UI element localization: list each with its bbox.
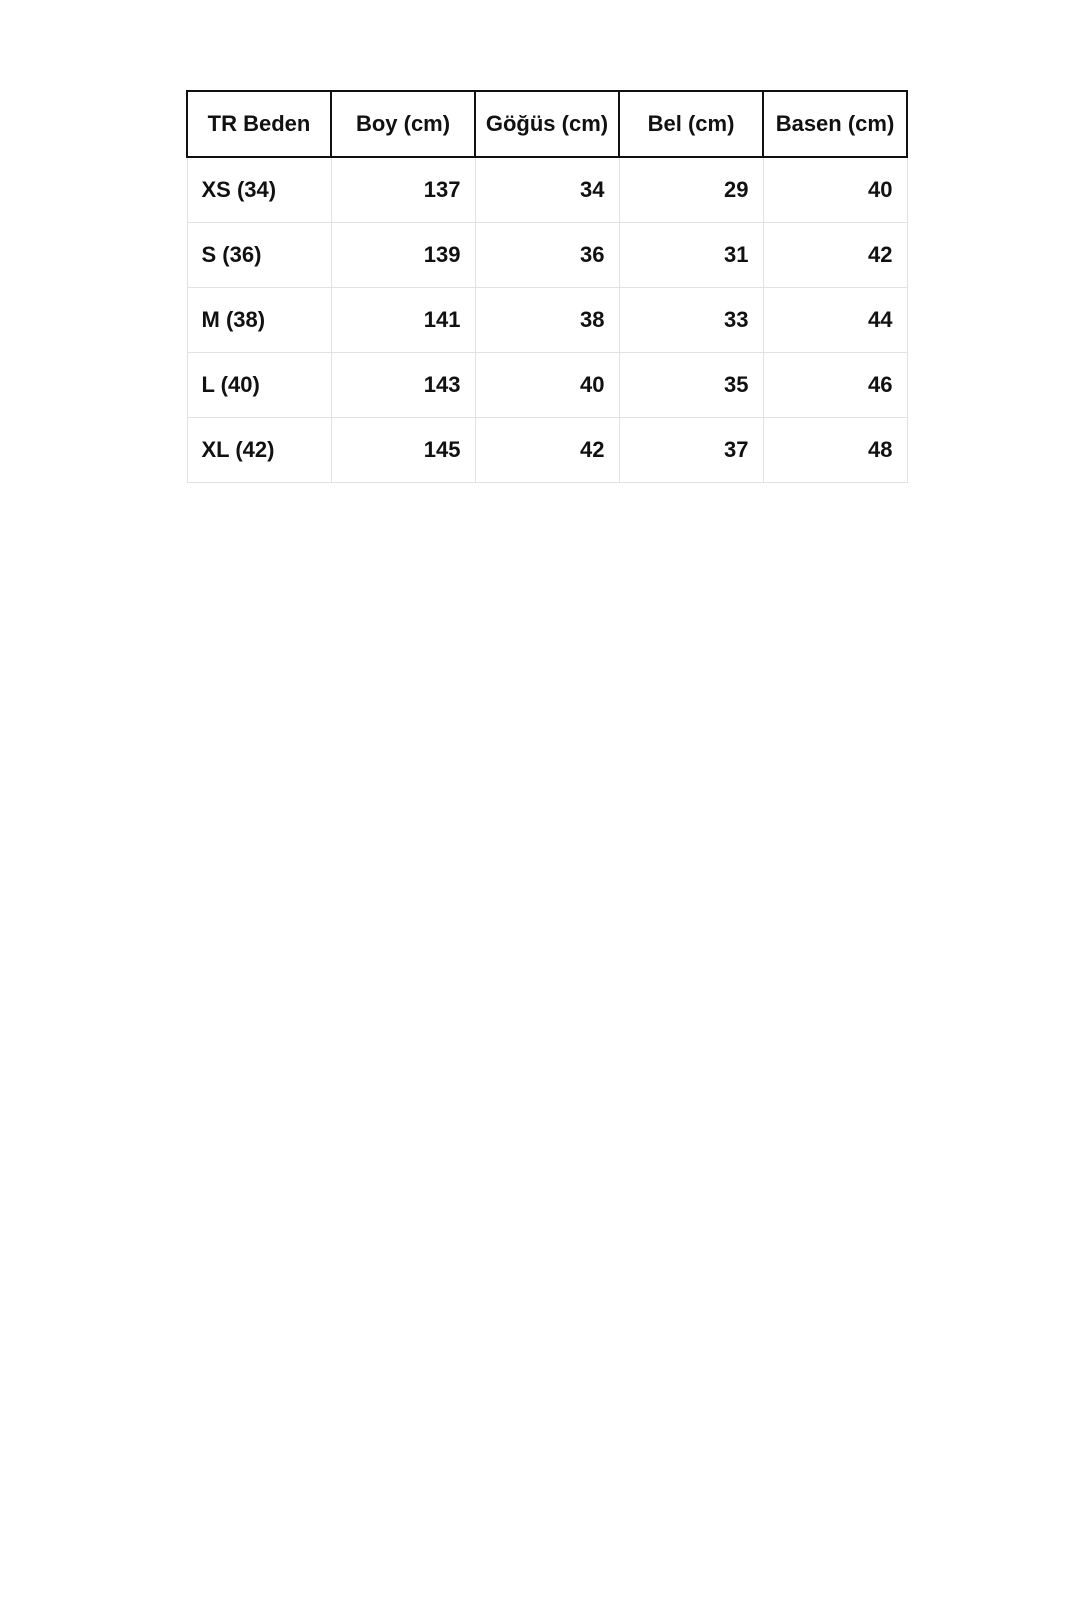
table-row bbox=[187, 223, 907, 288]
table-row bbox=[187, 157, 907, 223]
header-gogus: Göğüs (cm) bbox=[475, 91, 619, 157]
table-row bbox=[187, 353, 907, 418]
gogus-cell: 34 bbox=[475, 157, 619, 223]
table-row bbox=[187, 418, 907, 483]
size-chart-header bbox=[187, 91, 907, 157]
gogus-cell: 42 bbox=[475, 418, 619, 483]
bel-cell: 35 bbox=[619, 353, 763, 418]
size-cell: M (38) bbox=[187, 288, 331, 353]
header-bel: Bel (cm) bbox=[619, 91, 763, 157]
bel-cell: 37 bbox=[619, 418, 763, 483]
size-cell: L (40) bbox=[187, 353, 331, 418]
gogus-cell: 40 bbox=[475, 353, 619, 418]
size-cell: S (36) bbox=[187, 223, 331, 288]
size-cell: XL (42) bbox=[187, 418, 331, 483]
gogus-cell: 38 bbox=[475, 288, 619, 353]
bel-cell: 31 bbox=[619, 223, 763, 288]
boy-cell: 141 bbox=[331, 288, 475, 353]
size-chart-body bbox=[187, 157, 907, 483]
basen-cell: 42 bbox=[763, 223, 907, 288]
basen-cell: 40 bbox=[763, 157, 907, 223]
header-basen: Basen (cm) bbox=[763, 91, 907, 157]
boy-cell: 145 bbox=[331, 418, 475, 483]
basen-cell: 46 bbox=[763, 353, 907, 418]
basen-cell: 48 bbox=[763, 418, 907, 483]
header-tr-beden: TR Beden bbox=[187, 91, 331, 157]
header-boy: Boy (cm) bbox=[331, 91, 475, 157]
boy-cell: 137 bbox=[331, 157, 475, 223]
gogus-cell: 36 bbox=[475, 223, 619, 288]
table-row bbox=[187, 288, 907, 353]
header-row bbox=[187, 91, 907, 157]
boy-cell: 143 bbox=[331, 353, 475, 418]
boy-cell: 139 bbox=[331, 223, 475, 288]
size-chart-table bbox=[186, 90, 908, 483]
basen-cell: 44 bbox=[763, 288, 907, 353]
bel-cell: 33 bbox=[619, 288, 763, 353]
bel-cell: 29 bbox=[619, 157, 763, 223]
size-cell: XS (34) bbox=[187, 157, 331, 223]
